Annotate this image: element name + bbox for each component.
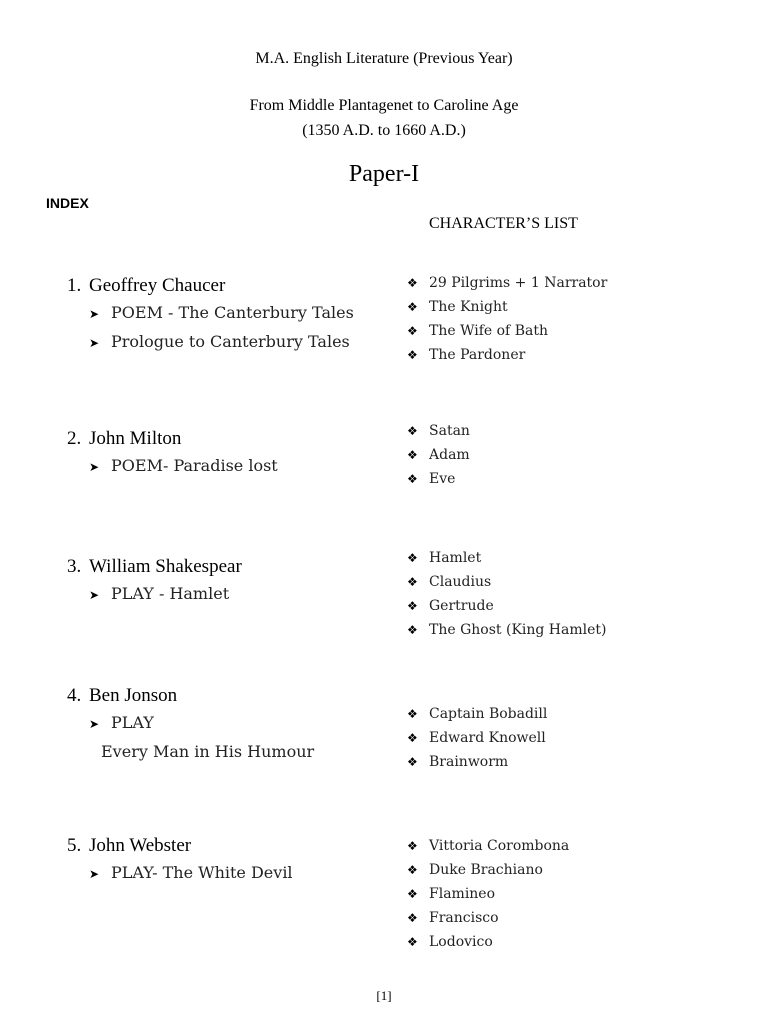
index-label: INDEX	[46, 195, 89, 211]
four-diamond-bullet-icon: ❖	[407, 935, 418, 949]
character-name: 29 Pilgrims + 1 Narrator	[429, 275, 608, 291]
entry-2	[67, 428, 278, 478]
arrowhead-icon: ➤	[89, 867, 100, 881]
character-list-3	[407, 546, 607, 642]
character-list-header: CHARACTER’S LIST	[429, 215, 578, 232]
character-name: The Pardoner	[429, 347, 526, 363]
four-diamond-bullet-icon: ❖	[407, 276, 418, 290]
character-item	[407, 295, 607, 319]
entry-3	[67, 556, 242, 606]
four-diamond-bullet-icon: ❖	[407, 707, 418, 721]
entry-5	[67, 835, 293, 885]
work-item	[89, 583, 242, 606]
work-title: PLAY- The White Devil	[111, 863, 293, 882]
paper-title: Paper-I	[348, 161, 420, 187]
work-item	[89, 862, 293, 885]
four-diamond-bullet-icon: ❖	[407, 448, 418, 462]
four-diamond-bullet-icon: ❖	[407, 623, 418, 637]
character-item	[407, 271, 607, 295]
four-diamond-bullet-icon: ❖	[407, 300, 418, 314]
character-name: Claudius	[429, 574, 492, 590]
author-name: Ben Jonson	[89, 685, 178, 706]
character-list-1	[407, 271, 607, 367]
work-title: PLAY	[111, 713, 154, 732]
author-name: John Milton	[89, 428, 182, 449]
author-name: William Shakespear	[89, 556, 242, 577]
character-name: Francisco	[429, 910, 499, 926]
entry-number: 2.	[67, 428, 82, 449]
arrowhead-icon: ➤	[89, 336, 100, 350]
four-diamond-bullet-icon: ❖	[407, 887, 418, 901]
character-item	[407, 343, 607, 367]
character-list-5	[407, 834, 569, 954]
character-item	[407, 570, 607, 594]
four-diamond-bullet-icon: ❖	[407, 731, 418, 745]
period-title: From Middle Plantagenet to Caroline Age	[249, 97, 519, 114]
character-name: Adam	[429, 447, 470, 463]
character-name: Duke Brachiano	[429, 862, 543, 878]
arrowhead-icon: ➤	[89, 307, 100, 321]
work-title: POEM - The Canterbury Tales	[111, 303, 354, 322]
character-item	[407, 443, 470, 467]
character-item	[407, 618, 607, 642]
four-diamond-bullet-icon: ❖	[407, 324, 418, 338]
entry-number: 1.	[67, 275, 82, 296]
course-title: M.A. English Literature (Previous Year)	[255, 50, 513, 67]
character-name: Eve	[429, 471, 456, 487]
character-list-4	[407, 702, 547, 774]
character-name: The Knight	[429, 299, 508, 315]
four-diamond-bullet-icon: ❖	[407, 839, 418, 853]
character-item	[407, 882, 569, 906]
character-item	[407, 726, 547, 750]
four-diamond-bullet-icon: ❖	[407, 348, 418, 362]
character-name: The Wife of Bath	[429, 323, 548, 339]
four-diamond-bullet-icon: ❖	[407, 424, 418, 438]
author-name: John Webster	[89, 835, 192, 856]
character-name: Edward Knowell	[429, 730, 546, 746]
entry-4	[67, 685, 314, 763]
character-item	[407, 930, 569, 954]
entry-number: 3.	[67, 556, 82, 577]
character-list-2	[407, 419, 470, 491]
character-name: Captain Bobadill	[429, 706, 548, 722]
character-name: Brainworm	[429, 754, 509, 770]
character-name: Vittoria Corombona	[429, 838, 570, 854]
page-number: [1]	[376, 988, 392, 1003]
character-item	[407, 594, 607, 618]
arrowhead-icon: ➤	[89, 460, 100, 474]
work-title: PLAY - Hamlet	[111, 584, 230, 603]
character-item	[407, 467, 470, 491]
entry-number: 5.	[67, 835, 82, 856]
four-diamond-bullet-icon: ❖	[407, 755, 418, 769]
character-item	[407, 419, 470, 443]
four-diamond-bullet-icon: ❖	[407, 472, 418, 486]
arrowhead-icon: ➤	[89, 588, 100, 602]
character-item	[407, 834, 569, 858]
author-name: Geoffrey Chaucer	[89, 275, 226, 296]
author-heading	[67, 275, 354, 297]
work-item	[89, 712, 314, 735]
character-name: Flamineo	[429, 886, 496, 902]
character-item	[407, 546, 607, 570]
work-item	[89, 455, 278, 478]
period-years: (1350 A.D. to 1660 A.D.)	[302, 122, 466, 139]
character-item	[407, 858, 569, 882]
character-name: The Ghost (King Hamlet)	[429, 622, 607, 638]
four-diamond-bullet-icon: ❖	[407, 599, 418, 613]
entry-number: 4.	[67, 685, 82, 706]
character-item	[407, 750, 547, 774]
author-heading	[67, 428, 278, 450]
four-diamond-bullet-icon: ❖	[407, 863, 418, 877]
character-name: Satan	[429, 423, 470, 439]
work-title: POEM- Paradise lost	[111, 456, 278, 475]
four-diamond-bullet-icon: ❖	[407, 911, 418, 925]
work-subtitle: Every Man in His Humour	[101, 742, 315, 761]
four-diamond-bullet-icon: ❖	[407, 551, 418, 565]
author-heading	[67, 556, 242, 578]
arrowhead-icon: ➤	[89, 717, 100, 731]
work-title: Prologue to Canterbury Tales	[111, 332, 350, 351]
four-diamond-bullet-icon: ❖	[407, 575, 418, 589]
character-name: Hamlet	[429, 550, 482, 566]
character-item	[407, 906, 569, 930]
character-name: Lodovico	[429, 934, 493, 950]
character-item	[407, 702, 547, 726]
character-name: Gertrude	[429, 598, 494, 614]
work-item	[89, 331, 354, 354]
character-item	[407, 319, 607, 343]
author-heading	[67, 685, 314, 707]
entry-1	[67, 275, 354, 354]
work-item	[89, 302, 354, 325]
author-heading	[67, 835, 293, 857]
